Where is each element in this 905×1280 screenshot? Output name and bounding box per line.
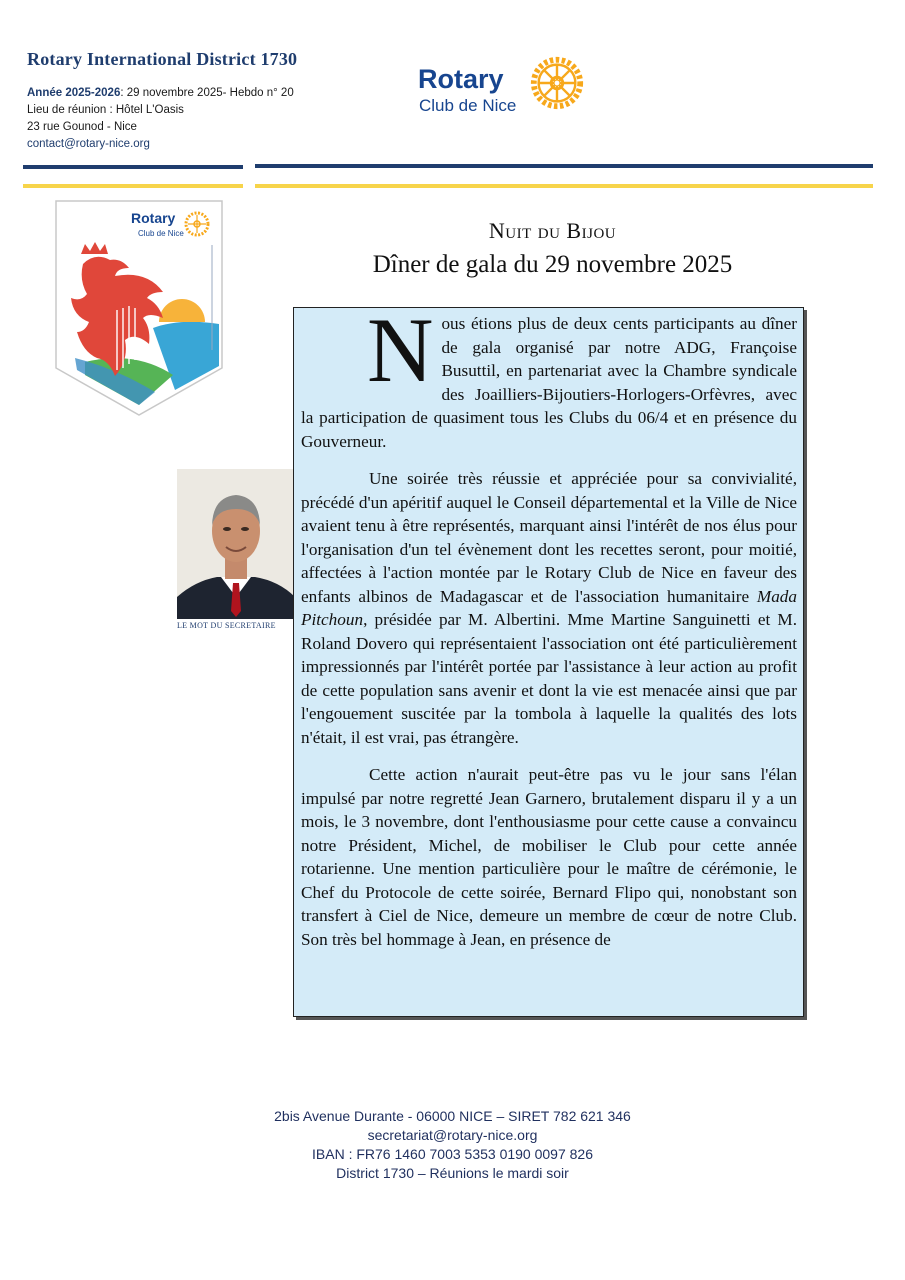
footer-address: 2bis Avenue Durante - 06000 NICE – SIRET 782 621 346 [274,1108,631,1124]
issue-line [27,85,294,102]
meeting-place: Lieu de réunion : Hôtel L'Oasis [27,104,184,116]
paragraph-2-text-b: , présidée par M. Albertini. Mme Martine Sanguinetti et M. Roland Dovero qui représentaient l'association ont été particulièrement impressionnés par l'intérêt portée par l'assistance à leur action au profit de cette population sans avenir et dont la vie est menacée ainsi que par l'engouement suscitée par la tombola à laquelle la qualités des lots n'était, il est vrai, pas étrangère. [301,610,797,747]
article-subtitle: Dîner de gala du 29 novembre 2025 [372,251,733,278]
meeting-address: 23 rue Gounod - Nice [27,121,137,133]
footer [0,1107,905,1183]
issue-info [27,85,294,153]
header-rule-yellow-right [255,184,873,188]
footer-iban: IBAN : FR76 1460 7003 5353 0190 0097 826 [312,1146,593,1162]
rotary-logo [418,64,516,116]
secretary-photo [177,469,295,619]
nice-eagle-banner-icon [55,200,223,416]
article-box [293,307,804,1017]
drop-cap: N [367,307,434,401]
article-paragraph-2 [301,467,797,749]
issue-number: : 29 novembre 2025- Hebdo n° 20 [120,87,294,99]
article-paragraph-3: Cette action n'aurait peut-être pas vu le jour sans l'élan impulsé par notre regretté Jean Garnero, brutalement disparu il y a un mois, le 3 novembre, dont l'enthousiasme pour cette cause a convaincu notre Président, Michel, de mobiliser le Club pour cette année rotarienne. Une mention particulière pour le maître de cérémonie, le Chef du Protocole de cette soirée, Bernard Flipo qui, nonobstant son transfert à Ciel de Nice, demeure un membre de cœur de notre Club. Son très bel hommage à Jean, en présence de [301,765,797,949]
footer-email[interactable]: secretariat@rotary-nice.org [367,1127,538,1143]
district-title: Rotary International District 1730 [27,49,298,69]
header-rule-blue-left [23,165,243,169]
photo-caption: LE MOT DU SECRETAIRE [177,621,276,630]
article-paragraph-1 [301,307,797,453]
header-rule-blue-right [255,164,873,168]
logo-rotary-text: Rotary [418,64,504,94]
logo-club-text: Club de Nice [419,96,517,115]
paragraph-2-text-a: Une soirée très réussie et appréciée pour sa convivialité, précédé d'un apéritif auquel le Conseil départemental et la Ville de Nice avaient tenu à être représentés, marquant ainsi l'intérêt de nos élus pour l'organisation d'un tel évènement dont les recettes seront, pour moitié, affectées à l'action montée par le Rotary Club de Nice en faveur des enfants albinos de Madagascar et de l'association humanitaire [301,469,797,606]
year-label: Année 2025-2026 [27,87,121,99]
contact-email[interactable]: contact@rotary-nice.org [27,138,150,150]
banner-rotary-text: Rotary [131,210,176,226]
header-rule-yellow-left [23,184,243,188]
footer-meetings: District 1730 – Réunions le mardi soir [336,1165,569,1181]
article-title: Nuit du Bijou [488,218,617,243]
paragraph-1-text: ous étions plus de deux cents participants au dîner de gala organisé par notre ADG, Françoise Busuttil, en partenariat avec la Chambre syndicale des Joailliers-Bijoutiers-Horlogers-Orfèvres, avec la participation de quasiment tous les Clubs du 06/4 et en présence du Gouverneur. [301,314,797,451]
banner-club-text: Club de Nice [138,229,184,238]
association-name: Mada Pitchoun [301,586,797,629]
rotary-wheel-icon [528,54,586,112]
